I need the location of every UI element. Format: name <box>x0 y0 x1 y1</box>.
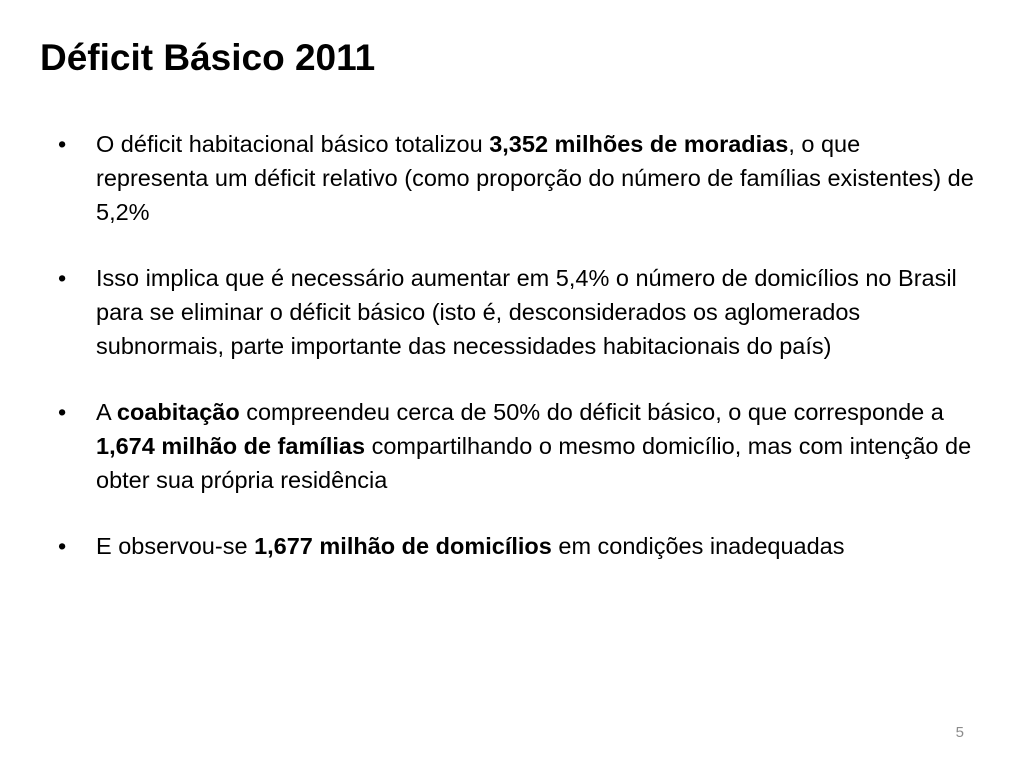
bullet-text: compartilhando o mesmo domicílio, mas com intenção de obter sua própria residência <box>96 433 972 493</box>
bullet-text: O déficit habitacional básico totalizou <box>96 131 490 157</box>
bullet-marker: • <box>58 131 67 157</box>
bullet-highlight: 3,352 milhões de moradias <box>489 131 789 157</box>
bullet-item-cohabitation <box>58 395 978 497</box>
bullet-text: Isso implica que é necessário aumentar em 5,4% o número de domicílios no Brasil para se eliminar o déficit básico (isto é, desconsiderados os aglomerados subnormais, parte importante das necessidades habitacionais do país) <box>96 265 957 359</box>
bullet-text: A <box>96 399 117 425</box>
bullet-item-increase-households <box>58 261 978 363</box>
bullet-text: E observou-se <box>96 533 255 559</box>
bullet-marker: • <box>58 265 67 291</box>
bullet-marker: • <box>58 399 67 425</box>
bullet-item-deficit-total <box>58 127 978 229</box>
bullet-highlight: 1,674 milhão de famílias <box>96 433 366 459</box>
slide-title: Déficit Básico 2011 <box>40 37 376 78</box>
bullet-marker: • <box>58 533 67 559</box>
bullet-text: compreendeu cerca de 50% do déficit básico, o que corresponde a <box>239 399 944 425</box>
bullet-list <box>58 127 978 595</box>
bullet-highlight: coabitação <box>116 399 240 425</box>
bullet-item-inadequate-conditions <box>58 529 978 563</box>
bullet-text: , o que representa um déficit relativo (como proporção do número de famílias existentes) de 5,2% <box>96 131 974 225</box>
bullet-text: em condições inadequadas <box>551 533 845 559</box>
page-number: 5 <box>955 724 964 741</box>
bullet-highlight: 1,677 milhão de domicílios <box>254 533 552 559</box>
